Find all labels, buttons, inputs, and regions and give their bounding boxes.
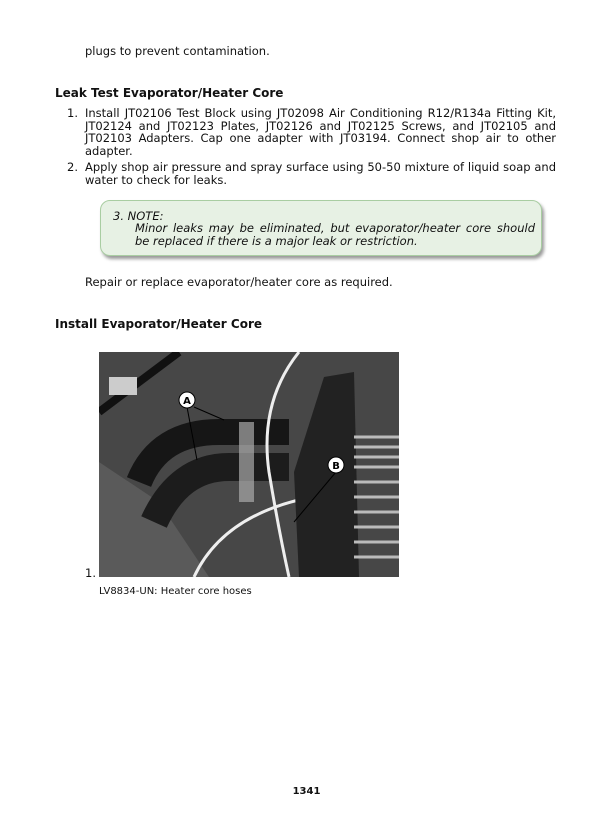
page-number: 1341 (292, 786, 321, 797)
step-2 (67, 160, 556, 187)
step-1 (67, 106, 556, 158)
note-box (100, 200, 542, 256)
note-number: 3. (113, 209, 124, 223)
step-number: 1. (67, 106, 78, 120)
leak-test-steps (67, 106, 556, 187)
heater-core-photo (99, 352, 399, 577)
repair-text: Repair or replace evaporator/heater core as required. (85, 275, 393, 289)
figure-label-a: A (183, 396, 191, 407)
leak-test-heading: Leak Test Evaporator/Heater Core (55, 86, 284, 100)
install-step-number: 1. (85, 566, 96, 580)
note-title: NOTE: (127, 209, 164, 223)
heater-core-illustration (99, 352, 399, 577)
note-text: Minor leaks may be eliminated, but evaporator/heater core should be replaced if there is a major leak or restriction. (135, 221, 535, 248)
step-text: Apply shop air pressure and spray surface using 50-50 mixture of liquid soap and water to check for leaks. (85, 160, 556, 187)
install-heading: Install Evaporator/Heater Core (55, 317, 262, 331)
step-text: Install JT02106 Test Block using JT02098 Air Conditioning R12/R134a Fitting Kit, JT02124 and JT02123 Plates, JT02126 and JT02125 Screws, and JT02105 and JT02103 Adapters. Cap one adapter with JT03194. Connect shop air to other adapter. (85, 106, 556, 158)
intro-text: plugs to prevent contamination. (85, 44, 270, 58)
figure-caption: LV8834-UN: Heater core hoses (99, 586, 252, 597)
step-number: 2. (67, 160, 78, 174)
figure-label-b: B (332, 461, 340, 472)
